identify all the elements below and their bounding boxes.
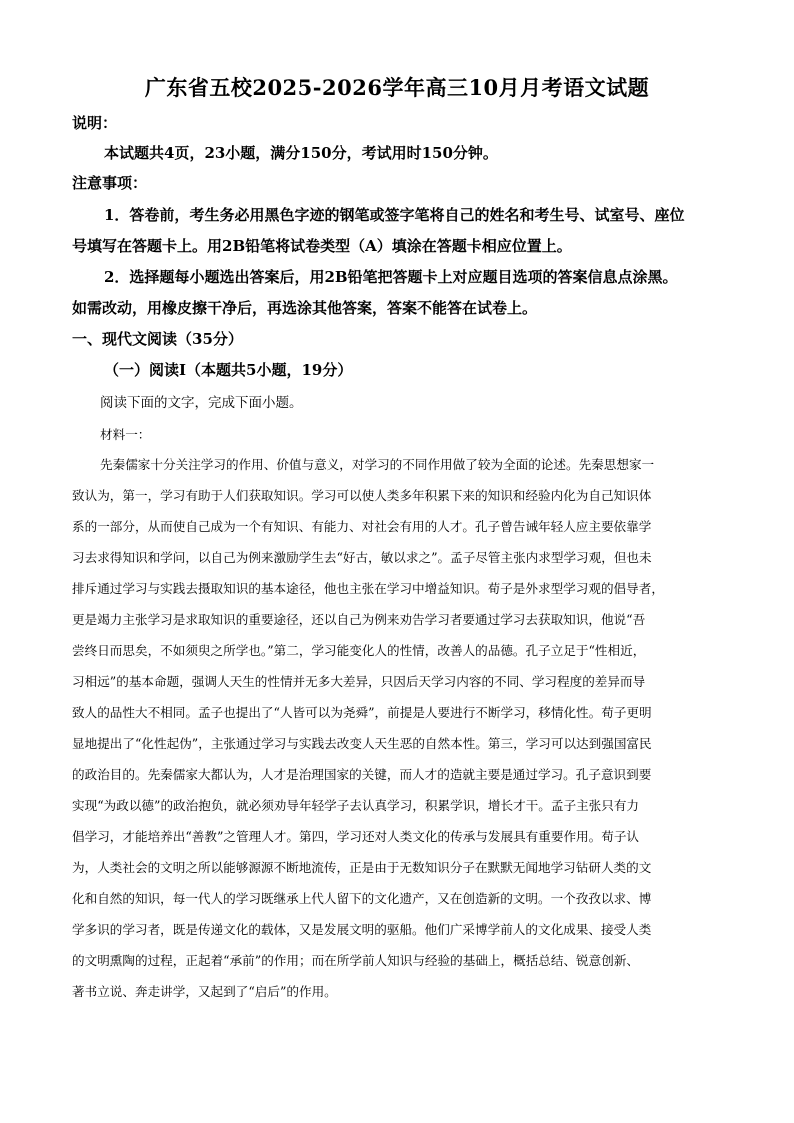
- material-line: 显地提出了“化性起伪”，主张通过学习与实践去改变人天生恶的自然本性。第三，学习可以达到强国富民: [72, 736, 652, 751]
- note-line: 如需改动，用橡皮擦干净后，再选涂其他答案，答案不能答在试卷上。: [72, 299, 538, 317]
- notes-heading: 注意事项：: [72, 174, 148, 192]
- section-heading: 一、现代文阅读（35分）: [72, 330, 243, 348]
- material-line: 为，人类社会的文明之所以能够源源不断地流传，正是由于无数知识分子在默默无闻地学习钻研人类的文: [72, 860, 652, 875]
- material-line: 排斥通过学习与实践去摄取知识的基本途径，他也主张在学习中增益知识。荀子是外求型学习观的倡导者，: [72, 581, 664, 596]
- material-line: 致人的品性大不相同。孟子也提出了“人皆可以为尧舜”，前提是人要进行不断学习，移情化性。荀子更明: [72, 705, 652, 720]
- material-line: 系的一部分，从而使自己成为一个有知识、有能力、对社会有用的人才。孔子曾告诫年轻人应主要依靠学: [72, 519, 652, 534]
- material-line: 倡学习，才能培养出“善教”之管理人才。第四，学习还对人类文化的传承与发展具有重要作用。荀子认: [72, 829, 640, 844]
- material-line: 化和自然的知识，每一代人的学习既继承上代人留下的文化遗产，又在创造新的文明。一个孜孜以求、博: [72, 891, 652, 906]
- material-line: 致认为，第一，学习有助于人们获取知识。学习可以使人类多年积累下来的知识和经验内化为自己知识体: [72, 488, 652, 503]
- material-line: 尝终日而思矣，不如须臾之所学也。”第二，学习能变化人的性情，改善人的品德。孔子立足于“性相近，: [72, 643, 646, 658]
- material-line: 的政治目的。先秦儒家大都认为，人才是治理国家的关键，而人才的造就主要是通过学习。孔子意识到要: [72, 767, 652, 782]
- material-line: 习去求得知识和学问，以自己为例来激励学生去“好古，敏以求之”。孟子尽管主张内求型学习观，但也未: [72, 550, 652, 565]
- note-line: 2．选择题每小题选出答案后，用2B铅笔把答题卡上对应题目选项的答案信息点涂黑。: [104, 268, 678, 286]
- page-title: 广东省五校2025-2026学年高三10月月考语文试题: [144, 75, 650, 100]
- material-line: 习相远”的基本命题，强调人天生的性情并无多大差异，只因后天学习内容的不同、学习程度的差异而导: [72, 674, 646, 689]
- note-line: 1．答卷前，考生务必用黑色字迹的钢笔或签字笔将自己的姓名和考生号、试室号、座位: [104, 206, 685, 224]
- reading-instruction: 阅读下面的文字，完成下面小题。: [100, 395, 303, 411]
- material-label: 材料一：: [100, 427, 151, 442]
- subsection-heading: （一）阅读Ⅰ（本题共5小题，19分）: [104, 361, 353, 379]
- material-line: 学多识的学习者，既是传递文化的载体，又是发展文明的驱船。他们广采博学前人的文化成果、接受人类: [72, 922, 652, 937]
- note-line: 号填写在答题卡上。用2B铅笔将试卷类型（A）填涂在答题卡相应位置上。: [72, 237, 572, 255]
- explanation-heading: 说明：: [72, 114, 118, 132]
- material-line: 著书立说、奔走讲学，又起到了“启后”的作用。: [72, 984, 337, 999]
- material-line: 的文明熏陶的过程，正起着“承前”的作用；而在所学前人知识与经验的基础上，概括总结、锐意创新、: [72, 953, 640, 968]
- material-line: 先秦儒家十分关注学习的作用、价值与意义，对学习的不同作用做了较为全面的论述。先秦思想家一: [100, 457, 655, 472]
- material-line: 更是竭力主张学习是求取知识的重要途径，还以自己为例来劝告学习者要通过学习去获取知识，他说“吾: [72, 612, 646, 627]
- explanation-text: 本试题共4页，23小题，满分150分，考试用时150分钟。: [104, 144, 498, 162]
- material-line: 实现“为政以德”的政治抱负，就必须劝导年轻学子去认真学习，积累学识，增长才干。孟子主张只有力: [72, 798, 640, 813]
